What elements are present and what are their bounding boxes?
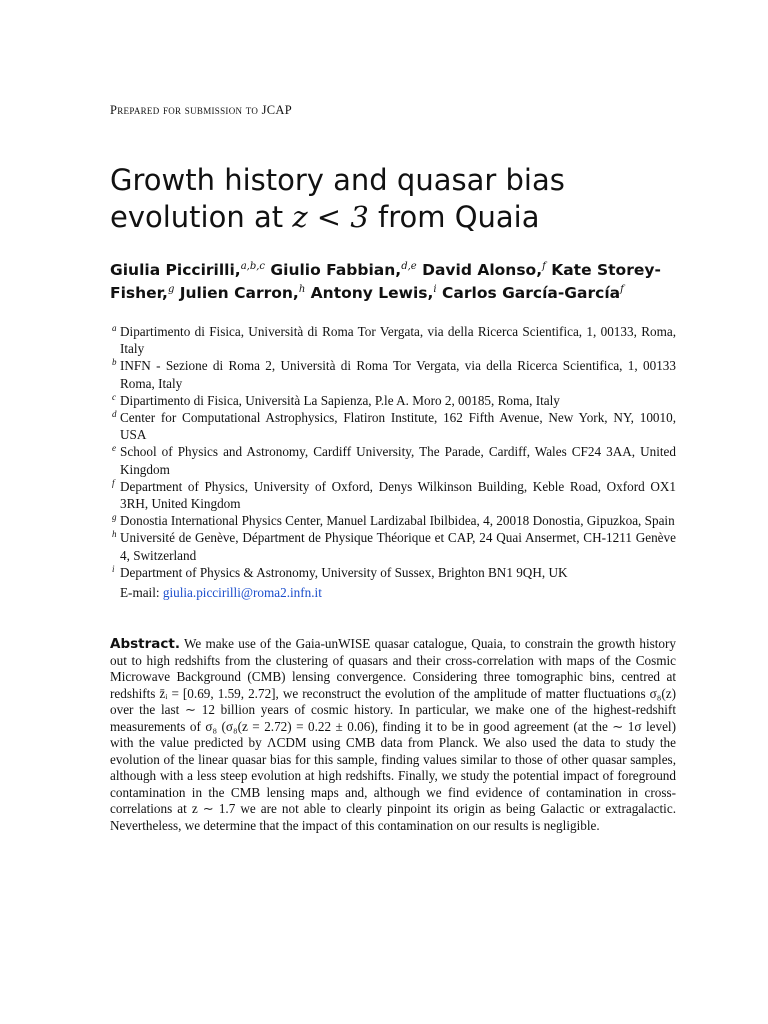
affiliation-mark: e — [112, 443, 116, 454]
affiliation-item — [112, 357, 676, 391]
author-affil-mark: h — [298, 284, 306, 296]
title-math: z < 3 — [292, 200, 369, 234]
affiliation-text: Department of Physics, University of Oxford, Denys Wilkinson Building, Keble Road, Oxford OX1 3RH, United Kingdom — [120, 478, 676, 512]
affiliation-item — [112, 392, 676, 409]
author-affil-mark: f — [620, 284, 624, 296]
paper-title — [110, 162, 670, 236]
affiliation-text: INFN - Sezione di Roma 2, Università di Roma Tor Vergata, via della Ricerca Scientifica, 1, 00133 Roma, Italy — [120, 358, 676, 391]
affiliation-mark: i — [112, 563, 115, 574]
title-line-2-pre: evolution at — [110, 200, 293, 234]
author-name: Antony Lewis, — [305, 284, 434, 303]
submission-note: Prepared for submission to JCAP — [110, 103, 292, 117]
affiliation-text: Department of Physics & Astronomy, University of Sussex, Brighton BN1 9QH, UK — [120, 564, 568, 580]
affiliation-mark: c — [112, 391, 116, 402]
affiliation-mark: g — [112, 512, 117, 523]
abstract — [110, 636, 676, 834]
title-line-1: Growth history and quasar bias — [110, 163, 565, 197]
affiliation-text: Donostia International Physics Center, Manuel Lardizabal Ibilbidea, 4, 20018 Donostia, Gipuzkoa, Spain — [120, 513, 675, 529]
abstract-text: We make use of the Gaia-unWISE quasar catalogue, Quaia, to constrain the growth history out to high redshifts from the clustering of quasars and their cross-correlation with maps of the Cosmic Microwave Background (CMB) lensing convergence. Considering three tomographic bins, centred at redshifts z̄ᵢ = [0.69, 1.59, 2.72], we reconstruct the evolution of the amplitude of matter fluctuations σ₈(z) over the last ∼ 12 billion years of cosmic history. In particular, we make one of the highest-redshift measurements of σ₈ (σ₈(z = 2.72) = 0.22 ± 0.06), finding it to be in good agreement (at the ∼ 1σ level) with the value predicted by ΛCDM using CMB data from Planck. We also used the data to study the evolution of the linear quasar bias for this sample, finding values similar to those of other quasar samples, although with a less steep evolution at high redshifts. Finally, we study the potential impact of foreground contamination in the CMB lensing maps and, although we find evidence of contamination in cross-correlations at z ∼ 1.7 we are not able to clearly pinpoint its origin as being Galactic or extragalactic. Nevertheless, we determine that the impact of this contamination on our results is negligible. — [110, 636, 676, 833]
contact-email — [112, 584, 676, 601]
author-name: Giulia Piccirilli, — [110, 261, 241, 280]
author-name: Carlos García-García — [436, 284, 621, 303]
affiliation-mark: b — [112, 357, 117, 368]
affiliation-item — [112, 478, 676, 512]
author-name: David Alonso, — [416, 261, 543, 280]
email-link[interactable]: giulia.piccirilli@roma2.infn.it — [162, 585, 322, 601]
author-name: Giulio Fabbian, — [265, 261, 402, 280]
email-label: E-mail: — [120, 585, 163, 601]
author-affil-mark: d,e — [401, 261, 417, 272]
author-affil-mark: a,b,c — [240, 261, 266, 272]
author-affil-mark: i — [433, 284, 437, 296]
affiliation-item — [112, 512, 676, 529]
affiliation-mark: a — [112, 323, 117, 333]
author-name: Kate Storey-Fisher, — [110, 261, 661, 303]
title-line-2-post: from Quaia — [368, 200, 540, 234]
affiliation-text: Dipartimento di Fisica, Università di Roma Tor Vergata, via della Ricerca Scientifica, 1, 00133, Roma, Italy — [120, 324, 676, 357]
affiliation-mark: d — [112, 409, 117, 420]
affiliation-list — [112, 323, 676, 601]
author-affil-mark: g — [167, 284, 175, 296]
affiliation-item — [112, 529, 676, 563]
author-affil-mark: f — [542, 261, 546, 272]
affiliation-item — [112, 443, 676, 477]
affiliation-text: Université de Genève, Départment de Physique Théorique et CAP, 24 Quai Ansermet, CH-1211 Genève 4, Switzerland — [120, 530, 676, 563]
affiliation-mark: f — [112, 477, 115, 488]
author-name: Julien Carron, — [174, 284, 299, 303]
affiliation-text: School of Physics and Astronomy, Cardiff University, The Parade, Cardiff, Wales CF24 3AA, United Kingdom — [120, 444, 676, 477]
affiliation-mark: h — [112, 529, 117, 540]
author-list — [110, 257, 680, 303]
affiliation-text: Center for Computational Astrophysics, Flatiron Institute, 162 Fifth Avenue, New York, NY, 10010, USA — [120, 410, 676, 443]
affiliation-item — [112, 323, 676, 357]
abstract-label: Abstract. — [110, 636, 180, 652]
affiliation-item — [112, 564, 676, 581]
affiliation-text: Dipartimento di Fisica, Università La Sapienza, P.le A. Moro 2, 00185, Roma, Italy — [120, 392, 560, 408]
affiliation-item — [112, 409, 676, 443]
